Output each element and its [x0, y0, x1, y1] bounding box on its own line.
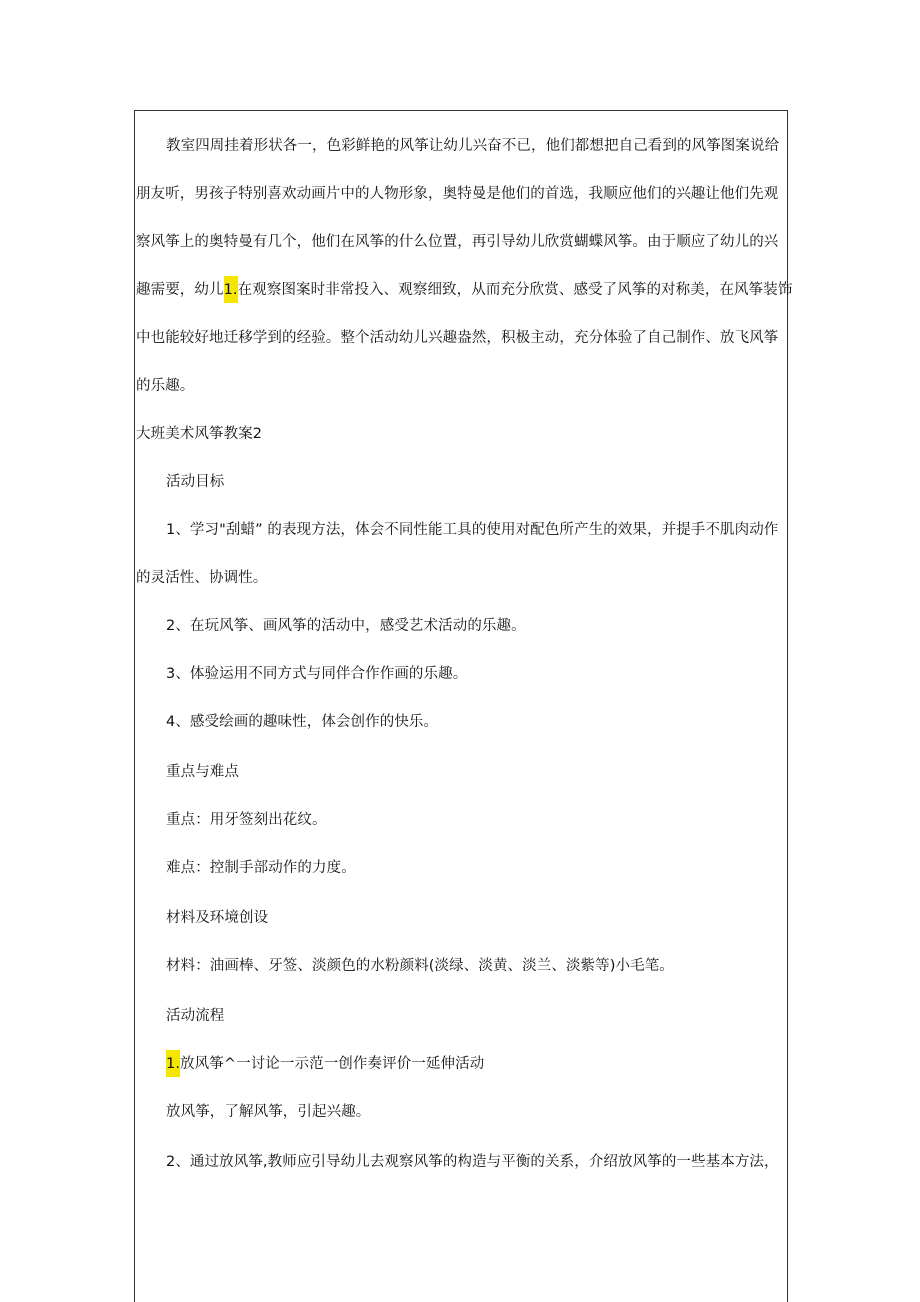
goal-item: 2、在玩风筝、画风筝的活动中，感受艺术活动的乐趣。: [166, 618, 526, 634]
paragraph-line: 中也能较好地迁移学到的经验。整个活动幼儿兴趣盎然，积极主动，充分体验了自己制作、放飞风筝: [136, 330, 779, 346]
text-run: 在观察图案时非常投入、观察细致，从而充分欣赏、感受了风筝的对称美，在风筝装饰: [237, 282, 793, 298]
text-run: 放风筝^一讨论一示范一创作奏评价一延伸活动: [180, 1056, 485, 1072]
paragraph-line: 察风筝上的奥特曼有几个，他们在风筝的什么位置，再引导幼儿欣赏蝴蝶风筝。由于顺应了幼儿的兴: [136, 234, 779, 250]
section-heading: 材料及环境创设: [166, 910, 269, 926]
difficulty-point: 难点：控制手部动作的力度。: [166, 860, 356, 876]
paragraph-line: 的乐趣。: [136, 378, 195, 394]
process-step: 放风筝，了解风筝，引起兴趣。: [166, 1104, 371, 1120]
section-title: 大班美术风筝教案2: [136, 426, 263, 442]
section-heading: 重点与难点: [166, 764, 239, 780]
paragraph-line: [136, 278, 792, 299]
materials-text: 材料：油画棒、牙签、淡颜色的水粉颜料(淡绿、淡黄、淡兰、淡紫等)小毛笔。: [166, 958, 674, 974]
paragraph-line: 朋友听，男孩子特别喜欢动画片中的人物形象，奥特曼是他们的首选，我顺应他们的兴趣让他们先观: [136, 186, 779, 202]
goal-item: 1、学习"刮蜡” 的表现方法，体会不同性能工具的使用对配色所产生的效果，并提手不肌肉动作: [166, 522, 779, 538]
goal-item: 4、感受绘画的趣味性，体会创作的快乐。: [166, 714, 439, 730]
process-flow: [166, 1052, 484, 1073]
section-heading: 活动目标: [166, 474, 225, 490]
section-heading: 活动流程: [166, 1008, 225, 1024]
goal-item: 3、体验运用不同方式与同伴合作作画的乐趣。: [166, 666, 468, 682]
text-run: 趣需要，幼儿: [136, 282, 224, 298]
goal-item-continued: 的灵活性、协调性。: [136, 570, 268, 586]
process-step: 2、通过放风筝,教师应引导幼儿去观察风筝的构造与平衡的关系，介绍放风筝的一些基本方法，: [166, 1154, 779, 1170]
highlight-mark: 1.: [224, 276, 238, 303]
key-point: 重点：用牙签刻出花纹。: [166, 812, 327, 828]
paragraph-line: 教室四周挂着形状各一，色彩鲜艳的风筝让幼儿兴奋不已，他们都想把自己看到的风筝图案说给: [166, 138, 780, 154]
highlight-mark: 1.: [166, 1050, 180, 1077]
